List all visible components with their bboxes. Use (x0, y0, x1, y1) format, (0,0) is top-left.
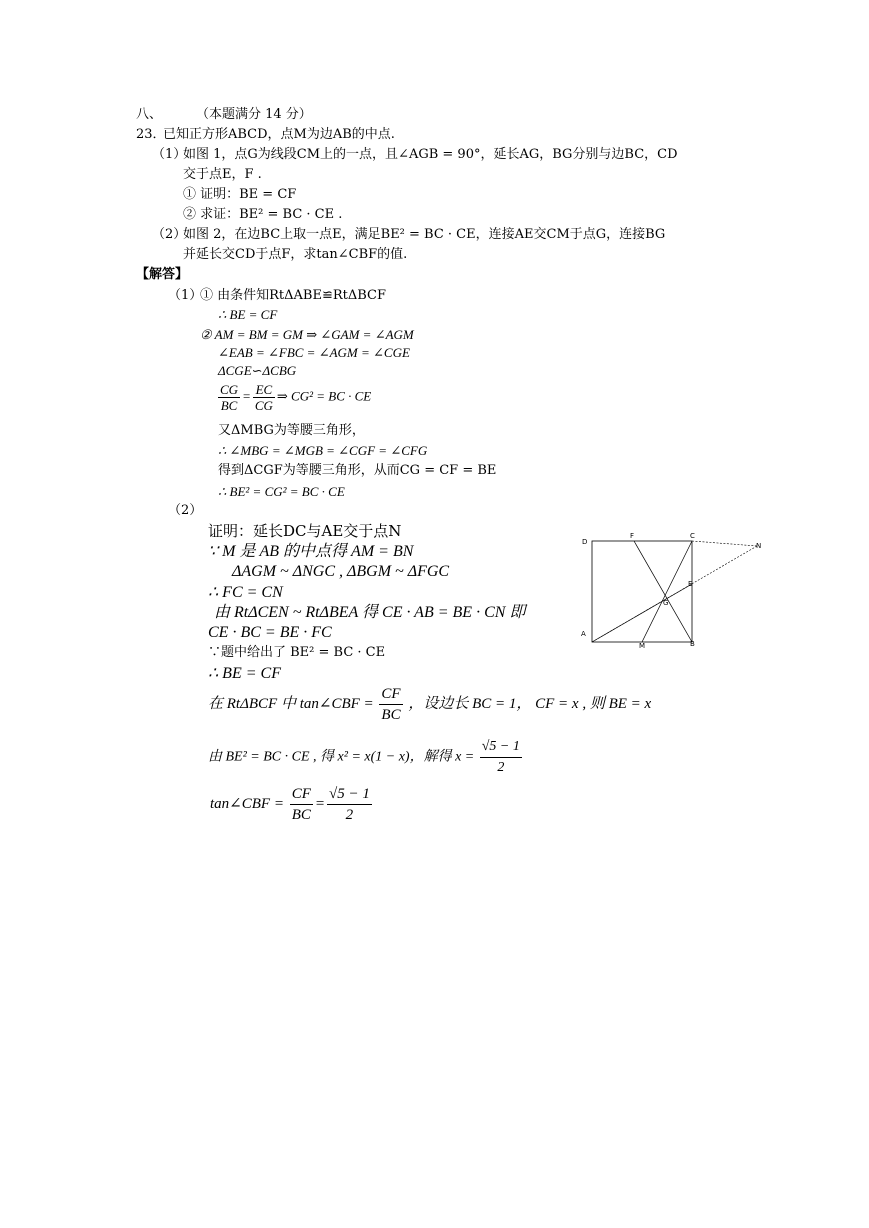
problem-number: 23． (136, 127, 166, 142)
line-bf (634, 541, 692, 642)
solution1-line2: ∴ BE = CF (218, 307, 278, 322)
section-score: （本题满分 14 分） (196, 107, 312, 122)
solution2-line10: 由 BE² = BC · CE , 得 x² = x(1 − x)，解得 x = $\frac{√5 - 1}{2}$ (208, 737, 524, 778)
problem-intro: 已知正方形ABCD，点M为边AB的中点. (163, 127, 395, 142)
section-label: 八、 (136, 107, 163, 122)
solution2-line9: 在 RtΔBCF 中 tan∠CBF = $\frac{CF}{BC}$ ，设边长 BC = 1， CF = x , 则 BE = x (208, 686, 652, 723)
fraction-cg-bc: $\frac{CG}{BC}$ (220, 382, 239, 413)
fraction-tan-result: $\frac{√5 - 1}{2}$ (329, 786, 370, 823)
solution2-line2: ∵ M 是 AB 的中点得 AM = BN (208, 543, 414, 560)
solution2-line4: ∴ FC = CN (208, 584, 283, 601)
line-ae (592, 584, 692, 642)
solution2-line3: ΔAGM ~ ΔNGC , ΔBGM ~ ΔFGC (232, 563, 450, 580)
part2-line1: 如图 2，在边BC上取一点E，满足BE² = BC · CE，连接AE交CM于点G，连接BG (183, 227, 666, 242)
square-abcd (592, 541, 692, 642)
fraction-root5-minus1-over2: $\frac{√5 - 1}{2}$ (481, 739, 520, 775)
line-cm (642, 541, 692, 642)
line-cn-extended (692, 541, 757, 546)
label-c: C (690, 532, 695, 540)
part2-line2: 并延长交CD于点F，求tan∠CBF的值. (183, 247, 408, 262)
solution1-line8: ∴ ∠MBG = ∠MGB = ∠CGF = ∠CFG (218, 443, 428, 458)
solution1-line7: 又ΔMBG为等腰三角形， (218, 423, 365, 438)
label-b: B (690, 640, 695, 648)
solution1-line9: 得到ΔCGF为等腰三角形，从而CG = CF = BE (218, 463, 497, 478)
part2-label: （2） (152, 227, 187, 242)
geometry-figure (578, 528, 778, 653)
solution2-label: （2） (168, 503, 203, 518)
fraction-ec-cg: $\frac{EC}{CG}$ (254, 382, 273, 413)
fraction-cf-bc: $\frac{CF}{BC}$ (381, 686, 401, 723)
solution1-line4: ∠EAB = ∠FBC = ∠AGM = ∠CGE (218, 345, 410, 360)
label-a: A (581, 630, 586, 638)
solution2-line11: tan∠CBF = $\frac{CF}{BC}$ = $\frac{√5 - 1}{2}$ (210, 786, 370, 823)
solution2-line1: 证明：延长DC与AE交于点N (208, 522, 402, 540)
solution2-line7: ∵题中给出了 BE² = BC · CE (208, 645, 386, 660)
part1-question1: ① 证明：BE = CF (183, 187, 297, 202)
label-g: G (663, 599, 669, 607)
label-m: M (639, 642, 646, 650)
label-e: E (688, 580, 693, 588)
solution1-line10: ∴ BE² = CG² = BC · CE (218, 484, 345, 499)
label-n: N (756, 542, 762, 550)
fraction-tan-cf-bc: $\frac{CF}{BC}$ (291, 786, 311, 823)
part1-question2: ② 求证：BE² = BC · CE . (183, 207, 343, 222)
answer-header: 【解答】 (136, 267, 189, 282)
label-d: D (582, 538, 588, 546)
part1-label: （1） (152, 147, 187, 162)
solution1-proportion: $\frac{CG}{BC}$ = $\frac{EC}{CG}$ ⇒ CG² = BC · CE (220, 382, 372, 413)
solution2-line8: ∴ BE = CF (208, 665, 281, 682)
part1-line2: 交于点E，F . (183, 167, 262, 182)
solution1-line1: ① 由条件知RtΔABE≌RtΔBCF (200, 288, 387, 303)
solution2-line6: CE · BC = BE · FC (208, 624, 332, 641)
solution1-line3: ② AM = BM = GM ⇒ ∠GAM = ∠AGM (200, 327, 414, 342)
solution1-label: （1） (168, 288, 203, 303)
solution2-line5: 由 RtΔCEN ~ RtΔBEA 得 CE · AB = BE · CN 即 (214, 604, 526, 621)
part1-line1: 如图 1，点G为线段CM上的一点，且∠AGB = 90°，延长AG，BG分别与边BC，CD (183, 147, 678, 162)
solution1-line5: ΔCGE∽ΔCBG (218, 363, 297, 378)
proportion-result: ⇒ CG² = BC · CE (276, 388, 372, 404)
label-f: F (630, 532, 635, 540)
